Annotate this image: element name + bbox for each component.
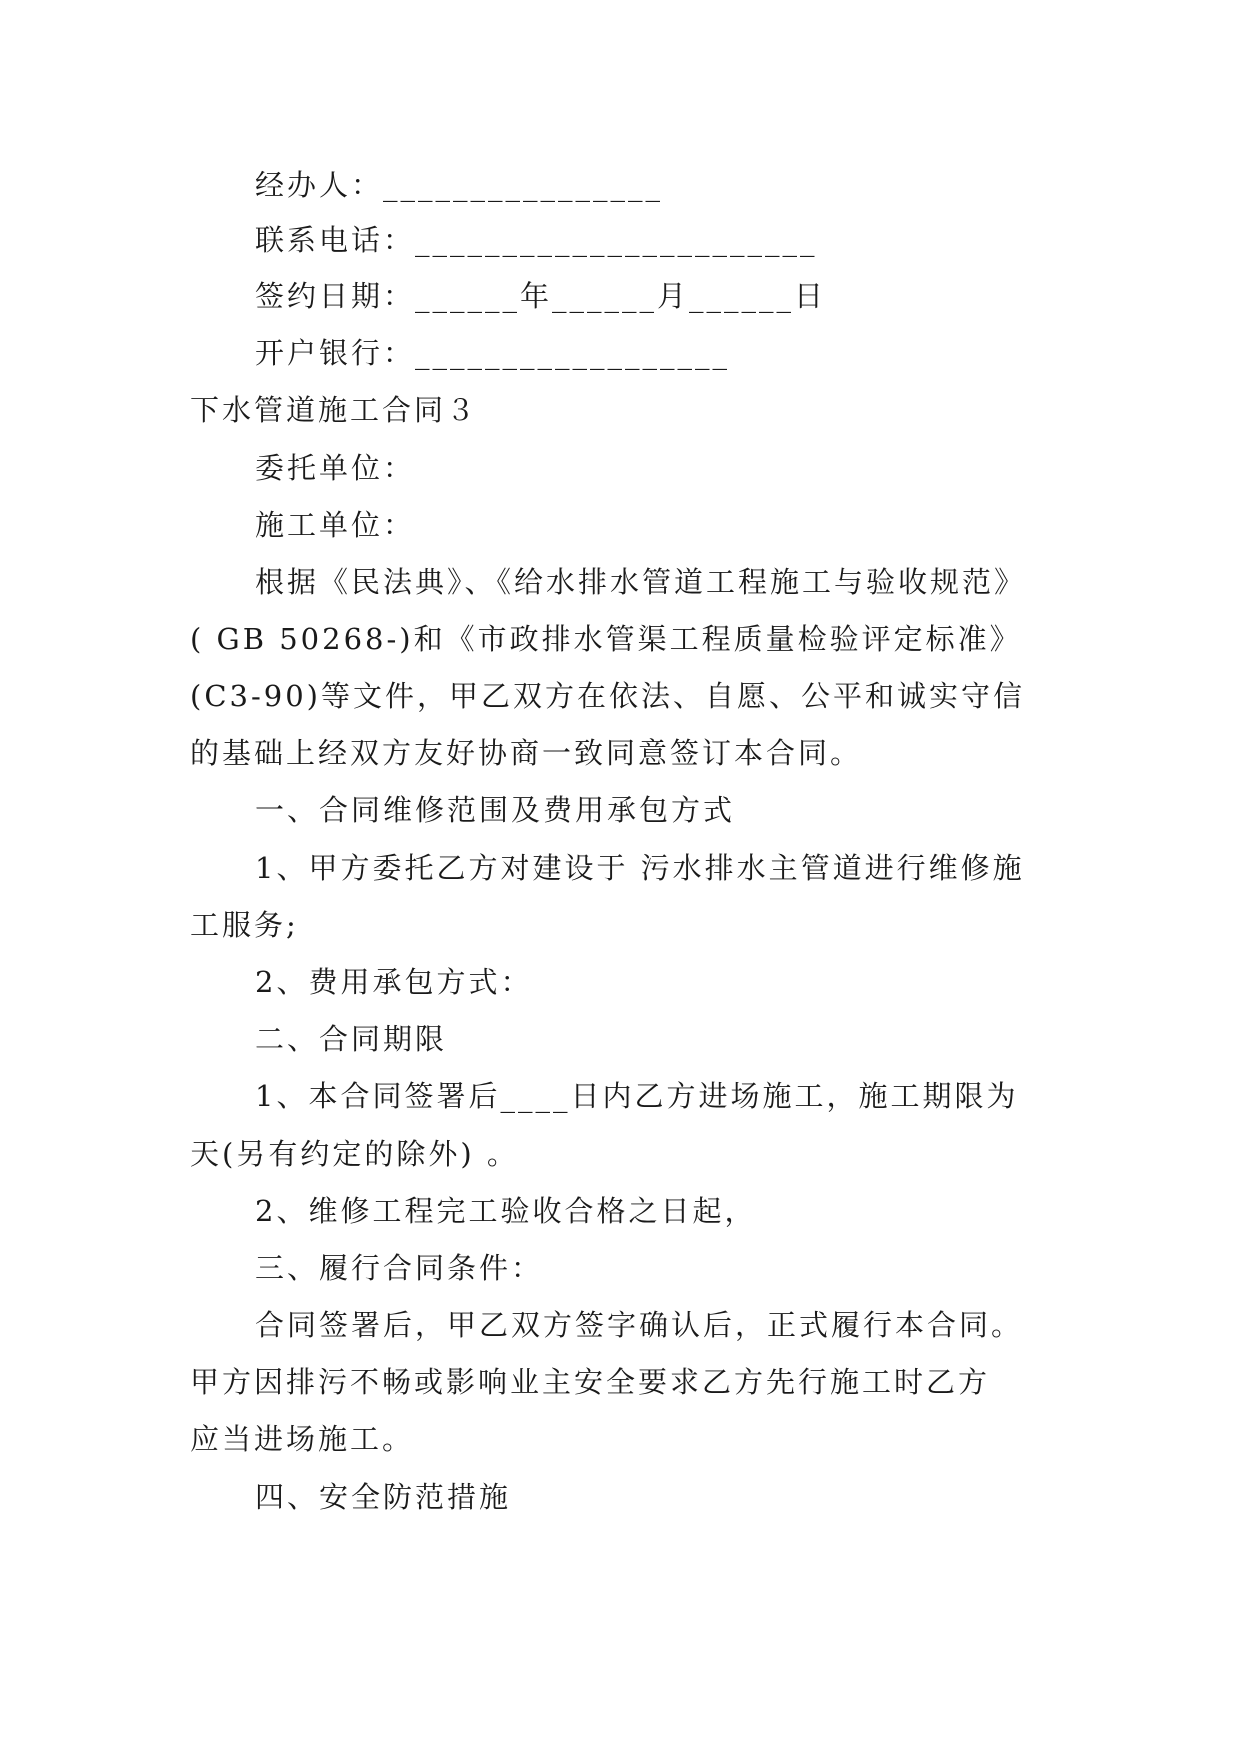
day-blank: ______: [689, 279, 795, 313]
phone-line: [255, 220, 818, 260]
handler-blank: ________________: [383, 168, 664, 202]
paragraph-line: 甲方因排污不畅或影响业主安全要求乙方先行施工时乙方: [190, 1365, 991, 1399]
year-unit: 年: [520, 279, 553, 313]
paragraph-line: 应当进场施工。: [190, 1422, 415, 1456]
paragraph-line: 工服务;: [190, 908, 299, 942]
section-heading: 三、履行合同条件：: [255, 1251, 544, 1285]
handler-line: [255, 165, 663, 205]
year-blank: ______: [415, 279, 521, 313]
sign-date-label: 签约日期：: [255, 279, 416, 313]
sign-date-line: [255, 276, 826, 316]
phone-label: 联系电话：: [255, 223, 416, 257]
paragraph-line: 1、甲方委托乙方对建设于 污水排水主管道进行维修施: [255, 851, 1025, 885]
section-heading: 二、合同期限: [255, 1022, 448, 1056]
month-blank: ______: [552, 279, 658, 313]
paragraph-line: 2、费用承包方式：: [255, 965, 533, 999]
day-unit: 日: [794, 279, 827, 313]
bank-blank: __________________: [415, 336, 731, 370]
paragraph-line: (C3-90)等文件，甲乙双方在依法、自愿、公平和诚实守信: [190, 679, 1025, 713]
paragraph-line: 2、维修工程完工验收合格之日起，: [255, 1194, 757, 1228]
bank-label: 开户银行：: [255, 336, 416, 370]
phone-blank: _______________________: [415, 223, 818, 257]
paragraph-line: 合同签署后，甲乙双方签字确认后，正式履行本合同。: [255, 1308, 1024, 1342]
bank-line: [255, 333, 730, 373]
client-unit: 委托单位：: [255, 451, 416, 485]
term-text-start: 1、本合同签署后: [255, 1079, 501, 1113]
days-blank: ____: [500, 1079, 571, 1113]
paragraph-line: ( GB 50268-)和《市政排水管渠工程质量检验评定标准》: [190, 622, 1022, 656]
section-heading: 一、合同维修范围及费用承包方式: [255, 793, 736, 827]
section-heading: 四、安全防范措施: [255, 1480, 512, 1514]
term-text-end: 日内乙方进场施工，施工期限为: [570, 1079, 1019, 1113]
paragraph-line: 根据《民法典》、《给水排水管道工程施工与验收规范》: [255, 565, 1027, 599]
handler-label: 经办人：: [255, 168, 384, 202]
term-line: [255, 1076, 1018, 1116]
paragraph-line: 的基础上经双方友好协商一致同意签订本合同。: [190, 736, 863, 770]
month-unit: 月: [657, 279, 690, 313]
construction-unit: 施工单位：: [255, 508, 416, 542]
contract-title: 下水管道施工合同３: [190, 393, 479, 427]
paragraph-line: 天(另有约定的除外) 。: [190, 1137, 519, 1171]
